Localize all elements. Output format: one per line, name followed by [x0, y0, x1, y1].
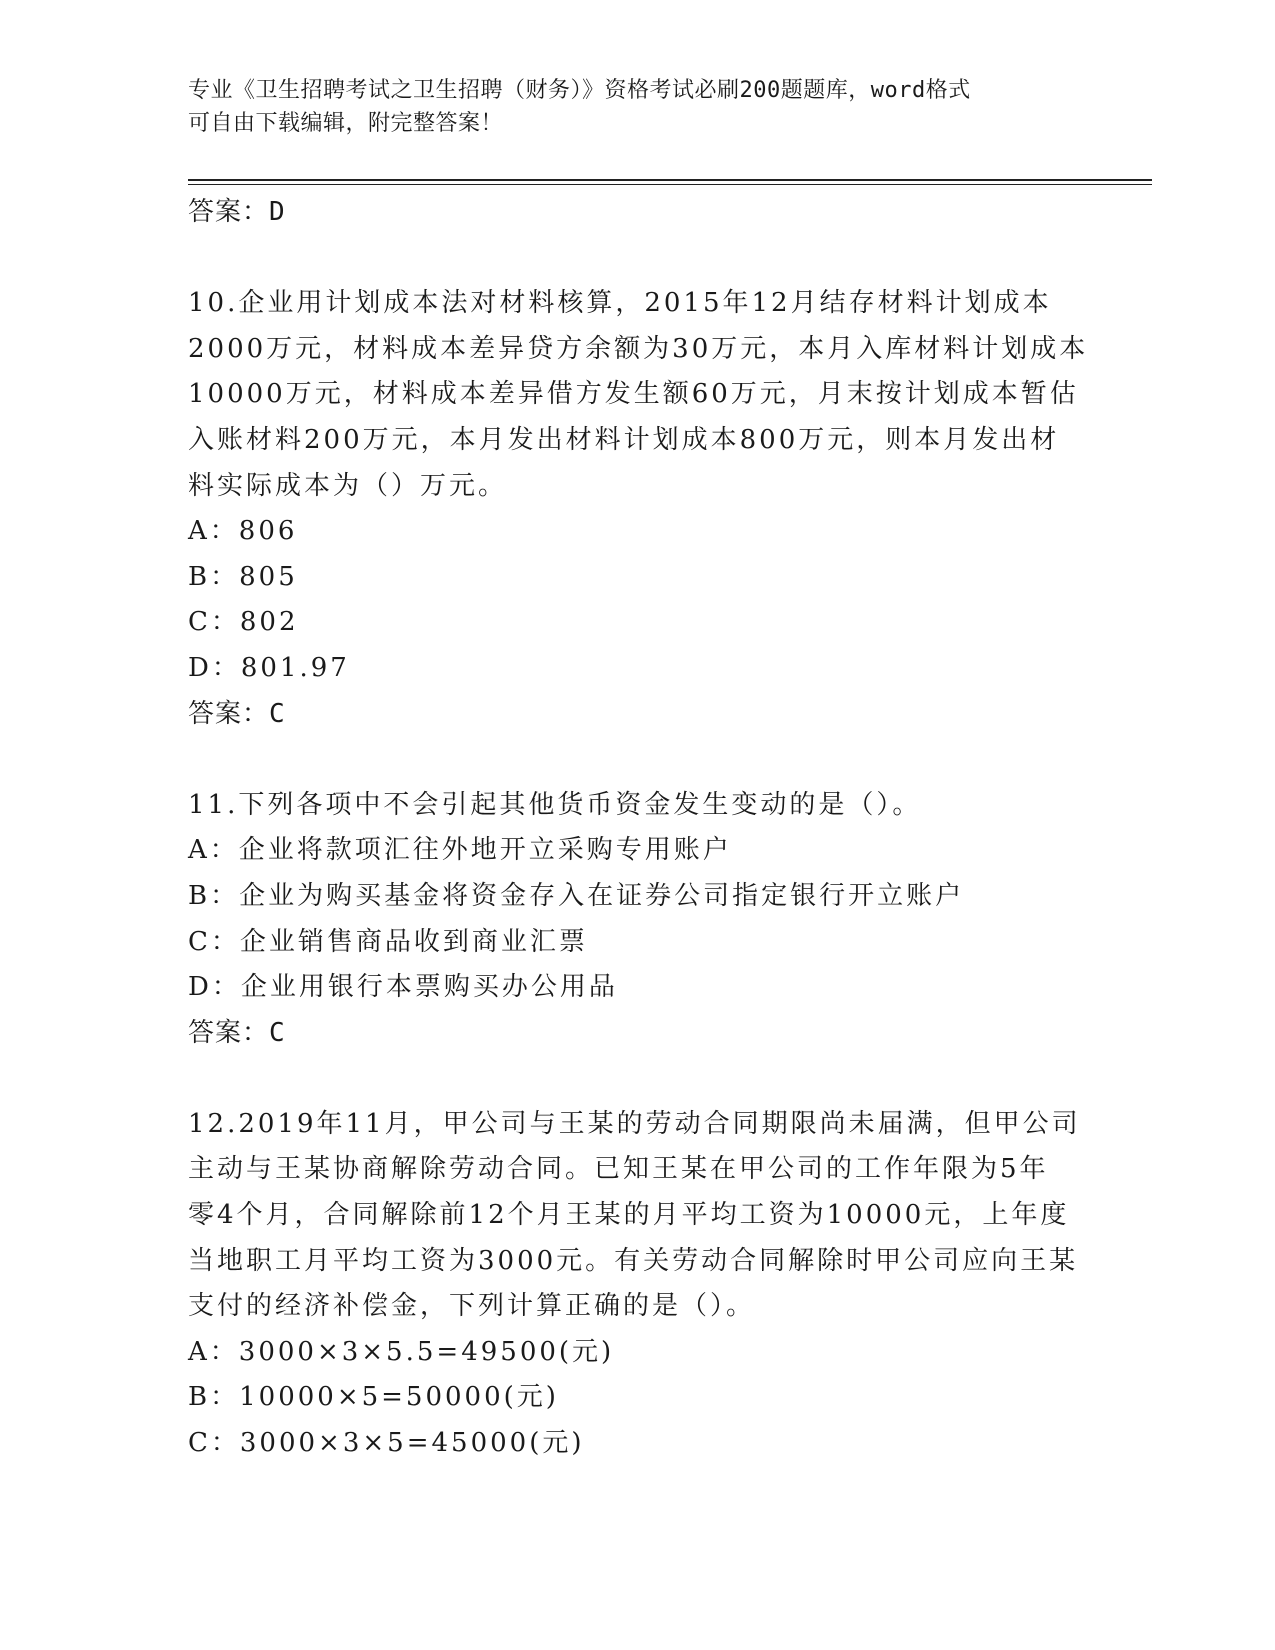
header-line-1: 专业《卫生招聘考试之卫生招聘（财务）》资格考试必刷200题题库，word格式: [188, 78, 971, 103]
header-rule-thick: [188, 179, 1152, 181]
question-stem: [188, 281, 1088, 509]
option-item: C：3000×3×5=45000(元): [188, 1428, 585, 1459]
question-line: 11.下列各项中不会引起其他货币资金发生变动的是（）。: [188, 789, 922, 820]
block-gap: [188, 737, 1088, 783]
option-item: B：10000×5=50000(元): [188, 1382, 559, 1413]
option-item: A：企业将款项汇往外地开立采购专用账户: [188, 835, 732, 866]
question-line: 入账材料200万元，本月发出材料计划成本800万元，则本月发出材: [188, 424, 1060, 455]
question-line: 零4个月，合同解除前12个月王某的月平均工资为10000元，上年度: [188, 1200, 1070, 1231]
question-line: 料实际成本为（）万元。: [188, 470, 508, 501]
question-line: 2000万元，材料成本差异贷方余额为30万元，本月入库材料计划成本: [188, 333, 1089, 364]
question-line: 12.2019年11月，甲公司与王某的劳动合同期限尚未届满，但甲公司: [188, 1108, 1081, 1139]
option-item: A：3000×3×5.5=49500(元): [188, 1336, 615, 1367]
option-item: A：806: [188, 516, 298, 547]
option-item: C：802: [188, 607, 299, 638]
question-line: 10000万元，材料成本差异借方发生额60万元，月末按计划成本暂估: [188, 379, 1079, 410]
header-rule-thin: [188, 184, 1152, 185]
option-item: B：企业为购买基金将资金存入在证券公司指定银行开立账户: [188, 880, 965, 911]
option-item: C：企业销售商品收到商业汇票: [188, 926, 588, 957]
header-line-2: 可自由下载编辑，附完整答案！: [188, 111, 504, 136]
answer-line: 答案：C: [188, 1017, 286, 1048]
document-header: [188, 74, 1068, 140]
option-item: B：805: [188, 561, 298, 592]
option-item: D：801.97: [188, 652, 350, 683]
block-gap: [188, 236, 1088, 282]
question-line: 10.企业用计划成本法对材料核算，2015年12月结存材料计划成本: [188, 288, 1052, 319]
question-line: 支付的经济补偿金，下列计算正确的是（）。: [188, 1291, 756, 1322]
block-gap: [188, 1056, 1088, 1102]
answer-line: 答案：D: [188, 197, 286, 227]
question-line: 当地职工月平均工资为3000元。有关劳动合同解除时甲公司应向王某: [188, 1245, 1079, 1276]
question-line: 主动与王某协商解除劳动合同。已知王某在甲公司的工作年限为5年: [188, 1154, 1049, 1185]
answer-line: 答案：C: [188, 698, 286, 729]
option-item: D：企业用银行本票购买办公用品: [188, 972, 618, 1003]
question-stem: [188, 1102, 1088, 1330]
document-body: [188, 190, 1088, 1467]
question-stem: [188, 783, 1088, 829]
